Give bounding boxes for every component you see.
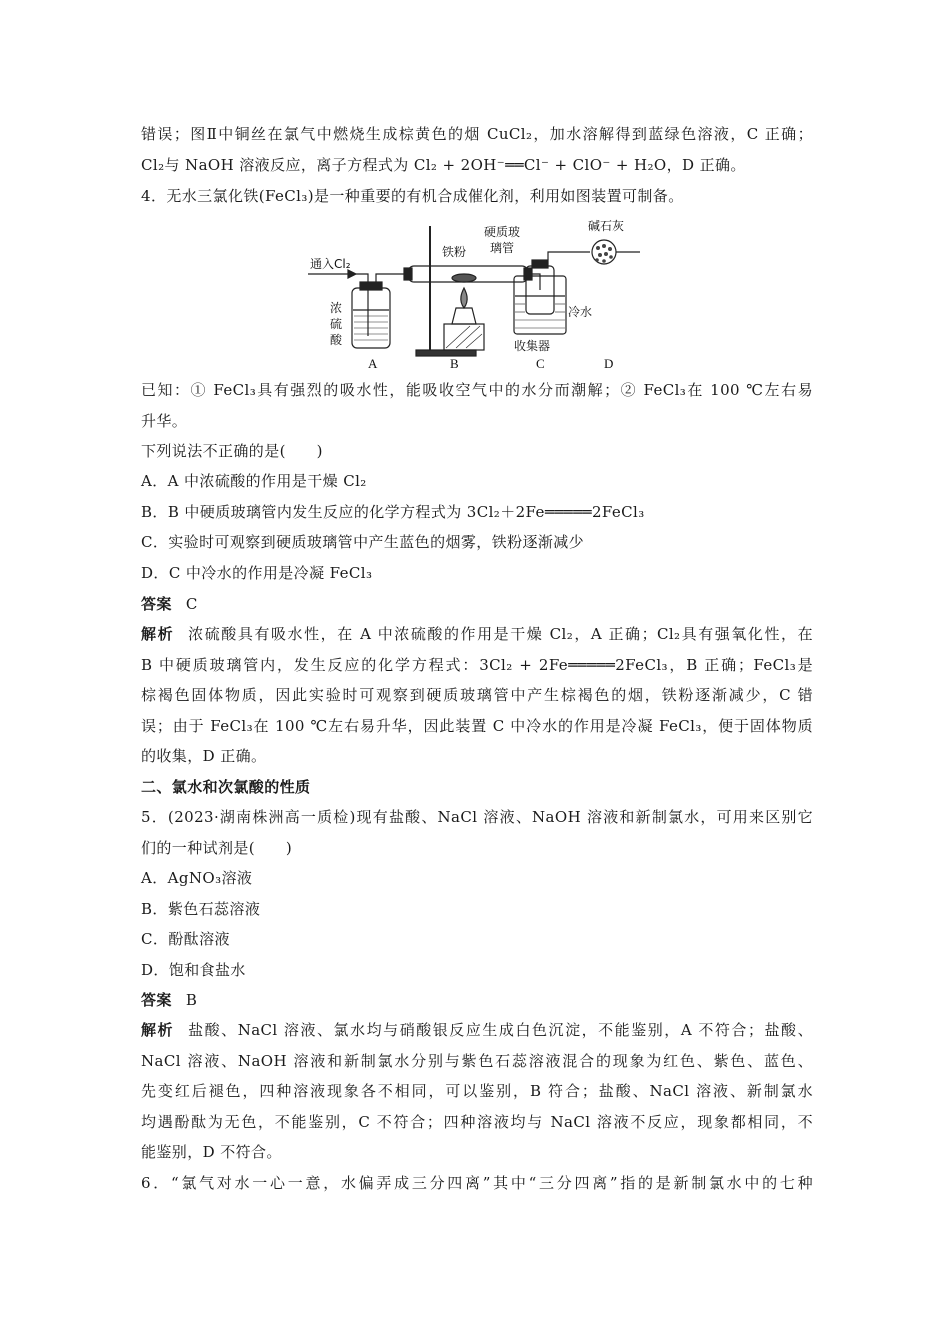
label-inlet: 通入Cl₂: [310, 257, 351, 271]
q5-option-b: B．紫色石蕊溶液: [141, 900, 261, 918]
q6-stem-1: 6．“氯气对水一心一意，水偏弄成三分四离”其中“三分四离”指的是新制氯水中的七种: [141, 1174, 813, 1192]
label-c: C: [536, 356, 545, 371]
q3-analysis-line-1: 错误；图Ⅱ中铜丝在氯气中燃烧生成棕黄色的烟 CuCl₂，加水溶解得到蓝绿色溶液，C 正确；: [141, 125, 813, 143]
q4-analysis-line-4: 误；由于 FeCl₃在 100 ℃左右易升华，因此装置 C 中冷水的作用是冷凝 FeCl₃，便于固体物质: [141, 717, 813, 735]
q5-analysis-line-3: 先变红后褪色，四种溶液现象各不相同，可以鉴别，B 符合；盐酸、NaCl 溶液、新制氯水: [141, 1082, 813, 1100]
label-soda-lime: 碱石灰: [588, 219, 625, 233]
label-tube-2: 璃管: [490, 241, 515, 255]
tube-stopper-right: [524, 268, 532, 280]
soda-lime-granules: [595, 244, 613, 263]
q5-answer-label: 答案: [141, 991, 172, 1009]
label-cold-water: 冷水: [568, 305, 593, 319]
label-iron: 铁粉: [442, 245, 467, 259]
bottle-a: [352, 288, 390, 348]
label-b: B: [450, 356, 459, 371]
collector-outlet: [548, 252, 590, 260]
q4-option-a: A．A 中浓硫酸的作用是干燥 Cl₂: [141, 472, 367, 490]
section-2-title: 二、氯水和次氯酸的性质: [141, 778, 311, 796]
lamp-flame: [461, 288, 467, 308]
inlet-arrowhead: [348, 270, 356, 278]
collector-stopper: [532, 260, 548, 268]
apparatus-figure: [300, 218, 650, 378]
q5-analysis-line-4: 均遇酚酞为无色，不能鉴别，C 不符合；四种溶液均与 NaCl 溶液不反应，现象都相同，不: [141, 1113, 813, 1131]
q5-option-c: C．酚酞溶液: [141, 930, 230, 948]
bottle-a-liquid-hatch: [354, 316, 388, 340]
label-acid-1: 浓: [330, 301, 343, 315]
q4-analysis-line-1: [141, 624, 813, 644]
q4-analysis-line-5: 的收集，D 正确。: [141, 747, 267, 765]
q5-analysis-line-2: NaCl 溶液、NaOH 溶液和新制氯水分别与紫色石蕊溶液混合的现象为红色、紫色、蓝色、: [141, 1052, 813, 1070]
q5-stem-2: 们的一种试剂是( ): [141, 839, 293, 857]
q4-answer: [141, 594, 813, 614]
q4-question: 下列说法不正确的是( ): [141, 442, 323, 460]
lamp-stand-hatch: [446, 326, 482, 348]
q4-known-2: 升华。: [141, 412, 188, 430]
q5-answer-value: B: [185, 991, 198, 1009]
label-tube-1: 硬质玻: [484, 225, 521, 239]
q4-known-1: 已知：① FeCl₃具有强烈的吸水性，能吸收空气中的水分而潮解；② FeCl₃在 100 ℃左右易: [141, 381, 813, 399]
bottle-a-outlet: [376, 274, 408, 282]
bottle-a-stopper: [360, 282, 382, 290]
q5-stem-1: 5．(2023·湖南株洲高一质检)现有盐酸、NaCl 溶液、NaOH 溶液和新制氯水，可用来区别它: [141, 808, 813, 826]
q5-option-d: D．饱和食盐水: [141, 961, 246, 979]
iron-powder: [452, 274, 476, 282]
q4-answer-value: C: [185, 595, 198, 613]
q4-option-d: D．C 中冷水的作用是冷凝 FeCl₃: [141, 564, 373, 582]
q3-analysis-line-2: Cl₂与 NaOH 溶液反应，离子方程式为 Cl₂ + 2OH⁻══Cl⁻ + ClO⁻ + H₂O，D 正确。: [141, 156, 746, 174]
q4-analysis-line-2: B 中硬质玻璃管内，发生反应的化学方程式：3Cl₂ + 2Fe═════2FeCl₃，B 正确；FeCl₃是: [141, 656, 813, 674]
q5-analysis-line-5: 能鉴别，D 不符合。: [141, 1143, 282, 1161]
q5-analysis-text-1: 盐酸、NaCl 溶液、氯水均与硝酸银反应生成白色沉淀，不能鉴别，A 不符合；盐酸、: [188, 1021, 813, 1039]
label-acid-3: 酸: [330, 333, 343, 347]
q4-answer-label: 答案: [141, 595, 172, 613]
alcohol-lamp: [452, 308, 476, 324]
label-acid-2: 硫: [330, 317, 343, 331]
apparatus-diagram: [300, 218, 650, 378]
q5-analysis-line-1: [141, 1020, 813, 1040]
q4-analysis-label: 解析: [141, 625, 175, 643]
label-collector: 收集器: [514, 339, 551, 353]
q4-option-b: B．B 中硬质玻璃管内发生反应的化学方程式为 3Cl₂＋2Fe═════2FeCl₃: [141, 503, 645, 521]
tube-stopper-left: [404, 268, 412, 280]
label-a: A: [368, 356, 378, 371]
q4-stem: 4．无水三氯化铁(FeCl₃)是一种重要的有机合成催化剂，利用如图装置可制备。: [141, 187, 684, 205]
q5-analysis-label: 解析: [141, 1021, 175, 1039]
label-d: D: [604, 356, 614, 371]
cold-water-hatch: [515, 304, 565, 328]
q4-option-c: C．实验时可观察到硬质玻璃管中产生蓝色的烟雾，铁粉逐渐减少: [141, 533, 585, 551]
q5-answer: [141, 990, 813, 1010]
q4-analysis-text-1: 浓硫酸具有吸水性，在 A 中浓硫酸的作用是干燥 Cl₂，A 正确；Cl₂具有强氧化性，在: [188, 625, 813, 643]
iron-stand-base: [416, 350, 476, 356]
q4-analysis-line-3: 棕褐色固体物质，因此实验时可观察到硬质玻璃管中产生棕褐色的烟，铁粉逐渐减少，C 错: [141, 686, 813, 704]
q5-option-a: A．AgNO₃溶液: [141, 869, 253, 887]
